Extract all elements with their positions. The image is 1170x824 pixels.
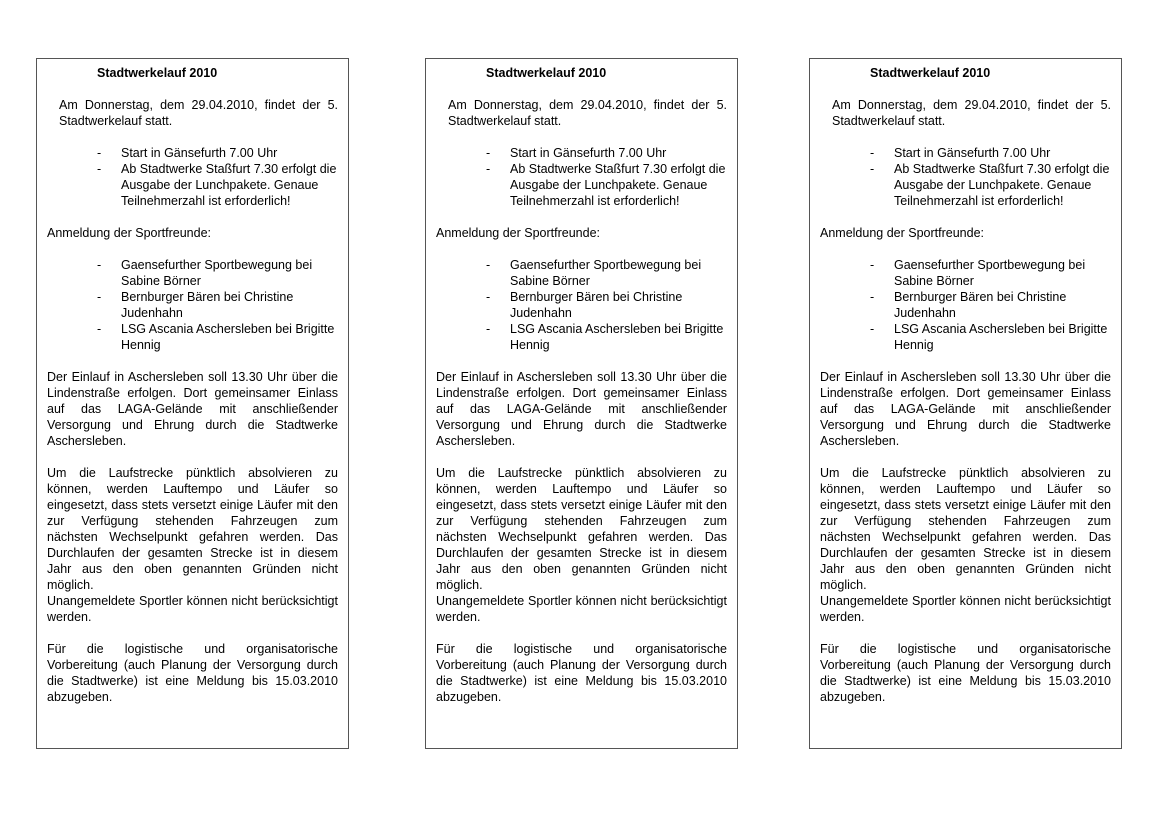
club-item-text: Gaensefurther Sportbewegung bei Sabine Börner bbox=[894, 258, 1086, 288]
dash-bullet: - bbox=[97, 322, 102, 336]
dash-bullet: - bbox=[486, 322, 491, 336]
dash-bullet: - bbox=[97, 290, 102, 304]
club-item-text: Bernburger Bären bei Christine Judenhahn bbox=[894, 290, 1067, 320]
flyer-2 bbox=[425, 58, 738, 749]
club-item-text: Gaensefurther Sportbewegung bei Sabine Börner bbox=[121, 258, 313, 288]
list-item bbox=[436, 257, 727, 289]
registration-heading: Anmeldung der Sportfreunde: bbox=[436, 226, 600, 240]
start-item-text: Start in Gänsefurth 7.00 Uhr bbox=[894, 146, 1051, 160]
dash-bullet: - bbox=[486, 146, 491, 160]
intro-text: Am Donnerstag, dem 29.04.2010, findet der 5. Stadtwerkelauf statt. bbox=[59, 98, 338, 128]
club-item-text: LSG Ascania Aschersleben bei Brigitte Hennig bbox=[121, 322, 335, 352]
list-item bbox=[436, 161, 727, 209]
start-item-text: Start in Gänsefurth 7.00 Uhr bbox=[121, 146, 278, 160]
club-item-text: LSG Ascania Aschersleben bei Brigitte Hennig bbox=[510, 322, 724, 352]
unregistered-paragraph: Unangemeldete Sportler können nicht berücksichtigt werden. bbox=[820, 594, 1111, 624]
registration-heading: Anmeldung der Sportfreunde: bbox=[820, 226, 984, 240]
dash-bullet: - bbox=[486, 258, 491, 272]
list-item bbox=[47, 161, 338, 209]
dash-bullet: - bbox=[97, 162, 102, 176]
dash-bullet: - bbox=[486, 162, 491, 176]
flyer-title: Stadtwerkelauf 2010 bbox=[486, 66, 607, 80]
deadline-paragraph: Für die logistische und organisatorische Vorbereitung (auch Planung der Versorgung durch die Stadtwerke) ist eine Meldung bis 15.03.2010 abzugeben. bbox=[436, 642, 727, 704]
list-item bbox=[47, 321, 338, 353]
list-item bbox=[820, 289, 1111, 321]
dash-bullet: - bbox=[486, 290, 491, 304]
list-item bbox=[47, 257, 338, 289]
start-item-text: Ab Stadtwerke Staßfurt 7.30 erfolgt die Ausgabe der Lunchpakete. Genaue Teilnehmerzahl ist erforderlich! bbox=[510, 162, 726, 208]
unregistered-paragraph: Unangemeldete Sportler können nicht berücksichtigt werden. bbox=[436, 594, 727, 624]
deadline-paragraph: Für die logistische und organisatorische Vorbereitung (auch Planung der Versorgung durch die Stadtwerke) ist eine Meldung bis 15.03.2010 abzugeben. bbox=[47, 642, 338, 704]
relay-paragraph: Um die Laufstrecke pünktlich absolvieren zu können, werden Lauftempo und Läufer so eingesetzt, dass stets versetzt einige Läufer mit den zur Verfügung stehenden Fahrzeugen zum nächsten Wechselpunkt gefahren werden. Das Durchlaufen der gesamten Strecke ist in diesem Jahr aus den oben genannten Gründen nicht möglich. bbox=[47, 466, 338, 592]
arrival-paragraph: Der Einlauf in Aschersleben soll 13.30 Uhr über die Lindenstraße erfolgen. Dort gemeinsamer Einlass auf das LAGA-Gelände mit anschließender Versorgung und Ehrung durch die Stadtwerke Aschersleben. bbox=[47, 370, 338, 448]
dash-bullet: - bbox=[870, 322, 875, 336]
list-item bbox=[436, 289, 727, 321]
intro-text: Am Donnerstag, dem 29.04.2010, findet der 5. Stadtwerkelauf statt. bbox=[448, 98, 727, 128]
arrival-paragraph: Der Einlauf in Aschersleben soll 13.30 Uhr über die Lindenstraße erfolgen. Dort gemeinsamer Einlass auf das LAGA-Gelände mit anschließender Versorgung und Ehrung durch die Stadtwerke Aschersleben. bbox=[436, 370, 727, 448]
dash-bullet: - bbox=[870, 290, 875, 304]
flyer-title: Stadtwerkelauf 2010 bbox=[97, 66, 218, 80]
deadline-paragraph: Für die logistische und organisatorische Vorbereitung (auch Planung der Versorgung durch die Stadtwerke) ist eine Meldung bis 15.03.2010 abzugeben. bbox=[820, 642, 1111, 704]
flyer-3 bbox=[809, 58, 1122, 749]
registration-heading: Anmeldung der Sportfreunde: bbox=[47, 226, 211, 240]
club-item-text: Bernburger Bären bei Christine Judenhahn bbox=[121, 290, 294, 320]
club-list bbox=[820, 257, 1111, 353]
start-info-list bbox=[47, 145, 338, 209]
club-list bbox=[436, 257, 727, 353]
start-info-list bbox=[436, 145, 727, 209]
list-item bbox=[436, 321, 727, 353]
start-item-text: Ab Stadtwerke Staßfurt 7.30 erfolgt die Ausgabe der Lunchpakete. Genaue Teilnehmerzahl ist erforderlich! bbox=[894, 162, 1110, 208]
dash-bullet: - bbox=[870, 258, 875, 272]
start-item-text: Start in Gänsefurth 7.00 Uhr bbox=[510, 146, 667, 160]
intro-text: Am Donnerstag, dem 29.04.2010, findet der 5. Stadtwerkelauf statt. bbox=[832, 98, 1111, 128]
list-item bbox=[47, 145, 338, 161]
list-item bbox=[47, 289, 338, 321]
dash-bullet: - bbox=[870, 162, 875, 176]
list-item bbox=[820, 161, 1111, 209]
list-item bbox=[820, 257, 1111, 289]
dash-bullet: - bbox=[97, 258, 102, 272]
dash-bullet: - bbox=[97, 146, 102, 160]
start-info-list bbox=[820, 145, 1111, 209]
club-list bbox=[47, 257, 338, 353]
club-item-text: LSG Ascania Aschersleben bei Brigitte Hennig bbox=[894, 322, 1108, 352]
flyer-1 bbox=[36, 58, 349, 749]
flyer-title: Stadtwerkelauf 2010 bbox=[870, 66, 991, 80]
club-item-text: Gaensefurther Sportbewegung bei Sabine Börner bbox=[510, 258, 702, 288]
list-item bbox=[436, 145, 727, 161]
dash-bullet: - bbox=[870, 146, 875, 160]
arrival-paragraph: Der Einlauf in Aschersleben soll 13.30 Uhr über die Lindenstraße erfolgen. Dort gemeinsamer Einlass auf das LAGA-Gelände mit anschließender Versorgung und Ehrung durch die Stadtwerke Aschersleben. bbox=[820, 370, 1111, 448]
list-item bbox=[820, 321, 1111, 353]
relay-paragraph: Um die Laufstrecke pünktlich absolvieren zu können, werden Lauftempo und Läufer so eingesetzt, dass stets versetzt einige Läufer mit den zur Verfügung stehenden Fahrzeugen zum nächsten Wechselpunkt gefahren werden. Das Durchlaufen der gesamten Strecke ist in diesem Jahr aus den oben genannten Gründen nicht möglich. bbox=[436, 466, 727, 592]
unregistered-paragraph: Unangemeldete Sportler können nicht berücksichtigt werden. bbox=[47, 594, 338, 624]
relay-paragraph: Um die Laufstrecke pünktlich absolvieren zu können, werden Lauftempo und Läufer so eingesetzt, dass stets versetzt einige Läufer mit den zur Verfügung stehenden Fahrzeugen zum nächsten Wechselpunkt gefahren werden. Das Durchlaufen der gesamten Strecke ist in diesem Jahr aus den oben genannten Gründen nicht möglich. bbox=[820, 466, 1111, 592]
start-item-text: Ab Stadtwerke Staßfurt 7.30 erfolgt die Ausgabe der Lunchpakete. Genaue Teilnehmerzahl ist erforderlich! bbox=[121, 162, 337, 208]
club-item-text: Bernburger Bären bei Christine Judenhahn bbox=[510, 290, 683, 320]
list-item bbox=[820, 145, 1111, 161]
